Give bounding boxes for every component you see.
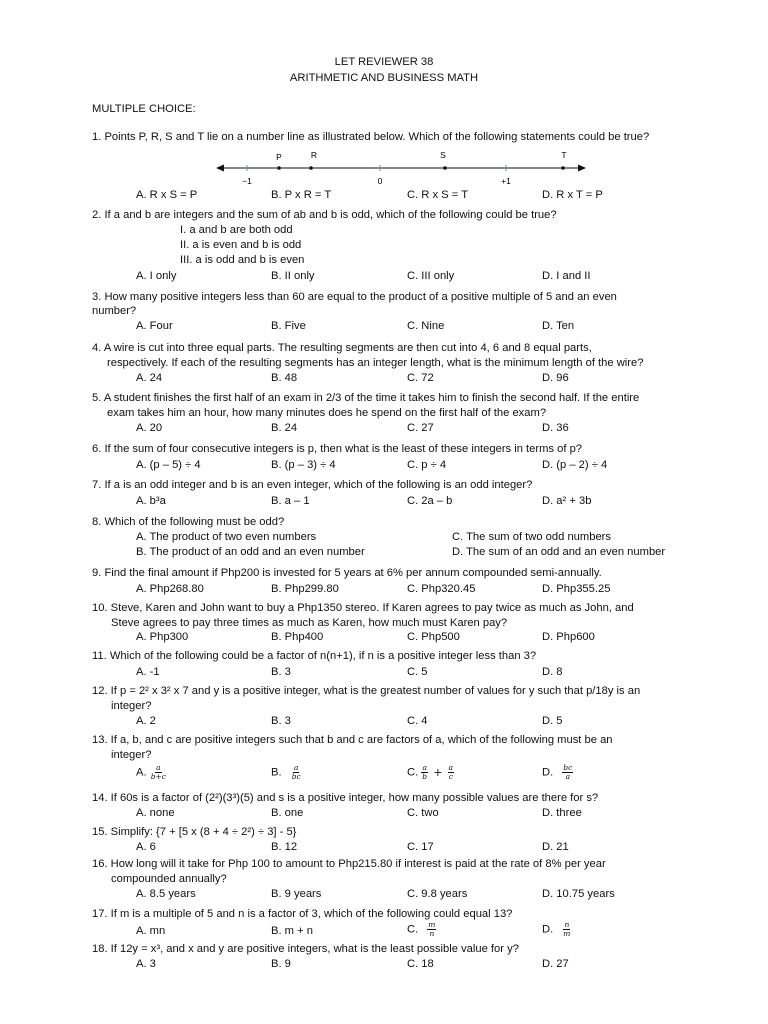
fraction-denominator: c [448, 772, 453, 781]
q12-option-a[interactable]: A. 2 [136, 715, 156, 727]
q8-option-c[interactable]: C. The sum of two odd numbers [452, 531, 611, 543]
q5-option-c[interactable]: C. 27 [407, 422, 434, 434]
fraction-numerator: bc [563, 763, 573, 772]
question-4-text-line1: 4. A wire is cut into three equal parts. The resulting segments are then cut into 4, 6 and 8 equal parts, [92, 342, 592, 354]
q16-option-d[interactable]: D. 10.75 years [542, 888, 615, 900]
q13-option-c-fraction-2 [448, 764, 454, 781]
q18-option-c[interactable]: C. 18 [407, 958, 434, 970]
q14-option-b[interactable]: B. one [271, 807, 304, 819]
q14-option-c[interactable]: C. two [407, 807, 439, 819]
question-13-text-line1: 13. If a, b, and c are positive integers such that b and c are factors of a, which of the following must be an [92, 734, 613, 746]
q3-option-d[interactable]: D. Ten [542, 320, 575, 332]
question-13-text-line2: integer? [111, 749, 152, 761]
q6-option-a[interactable]: A. (p – 5) ÷ 4 [136, 459, 201, 471]
q9-option-c[interactable]: C. Php320.45 [407, 583, 476, 595]
q13-option-c-label: C. [407, 766, 419, 779]
q18-option-d[interactable]: D. 27 [542, 958, 569, 970]
q3-option-b[interactable]: B. Five [271, 320, 306, 332]
q4-option-b[interactable]: B. 48 [271, 372, 298, 384]
question-11-text: 11. Which of the following could be a factor of n(n+1), if n is a positive integer less than 3? [92, 650, 537, 662]
question-14-text: 14. If 60s is a factor of (2²)(3³)(5) and s is a positive integer, how many possible values are there for s? [92, 792, 599, 804]
q2-option-d[interactable]: D. I and II [542, 270, 591, 282]
q11-option-d[interactable]: D. 8 [542, 666, 563, 678]
fraction-numerator: a [293, 763, 299, 772]
q10-option-c[interactable]: C. Php500 [407, 631, 460, 643]
q5-option-a[interactable]: A. 20 [136, 422, 163, 434]
fraction-denominator: b [422, 772, 428, 781]
q11-option-c[interactable]: C. 5 [407, 666, 428, 678]
q10-option-b[interactable]: B. Php400 [271, 631, 324, 643]
q17-option-b[interactable]: B. m + n [271, 925, 313, 937]
q9-option-b[interactable]: B. Php299.80 [271, 583, 339, 595]
q10-option-a[interactable]: A. Php300 [136, 631, 189, 643]
fraction-numerator: a [422, 763, 427, 772]
question-15-text: 15. Simplify: {7 + [5 x (8 + 4 ÷ 2²) ÷ 3] - 5} [92, 826, 297, 838]
point-p [277, 166, 281, 170]
q1-option-a[interactable]: A. R x S = P [136, 189, 198, 201]
q3-option-c[interactable]: C. Nine [407, 320, 445, 332]
question-18-text: 18. If 12y = x³, and x and y are positive integers, what is the least possible value for y? [92, 943, 519, 955]
q14-option-d[interactable]: D. three [542, 807, 582, 819]
q15-option-a[interactable]: A. 6 [136, 841, 156, 853]
fraction-numerator: a [448, 763, 454, 772]
q8-option-d[interactable]: D. The sum of an odd and an even number [452, 546, 666, 558]
question-16-text-line1: 16. How long will it take for Php 100 to amount to Php215.80 if interest is paid at the rate of 8% per year [92, 858, 606, 870]
q12-option-b[interactable]: B. 3 [271, 715, 291, 727]
q2-statement-2: II. a is even and b is odd [180, 239, 302, 251]
tick-label-pos1: +1 [501, 176, 511, 186]
q7-option-c[interactable]: C. 2a – b [407, 495, 453, 507]
q15-option-d[interactable]: D. 21 [542, 841, 569, 853]
q1-option-b[interactable]: B. P x R = T [271, 189, 332, 201]
question-6-text: 6. If the sum of four consecutive integers is p, then what is the least of these integers in terms of p? [92, 443, 583, 455]
fraction-denominator: a [565, 772, 571, 781]
q11-option-b[interactable]: B. 3 [271, 666, 291, 678]
q6-option-d[interactable]: D. (p – 2) ÷ 4 [542, 459, 608, 471]
label-p: P [276, 152, 282, 162]
question-3-text-line1: 3. How many positive integers less than 60 are equal to the product of a positive multiple of 5 and an even [92, 291, 617, 303]
question-5-text-line2: exam takes him an hour, how many minutes does he spend on the first half of the exam? [107, 407, 547, 419]
q13-option-a-label: A. [136, 766, 147, 779]
q13-option-d-fraction [562, 764, 573, 781]
q2-statement-1: I. a and b are both odd [180, 224, 293, 236]
q17-option-d-label: D. [542, 923, 554, 936]
q17-option-d-fraction [562, 921, 571, 938]
question-16-text-line2: compounded annually? [111, 873, 227, 885]
q5-option-b[interactable]: B. 24 [271, 422, 298, 434]
q16-option-a[interactable]: A. 8.5 years [136, 888, 196, 900]
q14-option-a[interactable]: A. none [136, 807, 175, 819]
question-2-text: 2. If a and b are integers and the sum of ab and b is odd, which of the following could be true? [92, 209, 557, 221]
q7-option-a[interactable]: A. b³a [136, 495, 166, 507]
document-title: LET REVIEWER 38 [334, 56, 434, 68]
document-subtitle: ARITHMETIC AND BUSINESS MATH [289, 72, 479, 84]
q9-option-a[interactable]: A. Php268.80 [136, 583, 204, 595]
q16-option-b[interactable]: B. 9 years [271, 888, 322, 900]
q9-option-d[interactable]: D. Php355.25 [542, 583, 611, 595]
q13-option-b[interactable] [271, 764, 302, 781]
number-line-right-arrow [578, 165, 586, 172]
q8-option-b[interactable]: B. The product of an odd and an even number [136, 546, 365, 558]
number-line-left-arrow [216, 165, 224, 172]
q6-option-b[interactable]: B. (p – 3) ÷ 4 [271, 459, 336, 471]
q7-option-b[interactable]: B. a – 1 [271, 495, 310, 507]
question-9-text: 9. Find the final amount if Php200 is invested for 5 years at 6% per annum compounded semi-annually. [92, 567, 602, 579]
q4-option-d[interactable]: D. 96 [542, 372, 569, 384]
question-12-text-line1: 12. If p = 2² x 3² x 7 and y is a positive integer, what is the greatest number of values for y such that p/18y is an [92, 685, 641, 697]
q3-option-a[interactable]: A. Four [136, 320, 173, 332]
q17-option-c-fraction [427, 921, 436, 938]
q7-option-d[interactable]: D. a² + 3b [542, 495, 592, 507]
section-heading: MULTIPLE CHOICE: [92, 103, 196, 115]
question-17-text: 17. If m is a multiple of 5 and n is a factor of 3, which of the following could equal 13? [92, 908, 513, 920]
q4-option-a[interactable]: A. 24 [136, 372, 163, 384]
q1-option-d[interactable]: D. R x T = P [542, 189, 603, 201]
q2-option-a[interactable]: A. I only [136, 270, 177, 282]
q13-option-d[interactable] [542, 764, 573, 781]
q6-option-c[interactable]: C. p ÷ 4 [407, 459, 447, 471]
q5-option-d[interactable]: D. 36 [542, 422, 569, 434]
question-1-text: 1. Points P, R, S and T lie on a number line as illustrated below. Which of the following statements could be true? [92, 131, 650, 143]
q2-option-c[interactable]: C. III only [407, 270, 455, 282]
fraction-denominator: n [429, 929, 435, 938]
q16-option-c[interactable]: C. 9.8 years [407, 888, 468, 900]
fraction-numerator: n [564, 920, 570, 929]
question-4-text-line2: respectively. If each of the resulting segments has an integer length, what is the minimum length of the wire? [107, 357, 644, 369]
question-5-text-line1: 5. A student finishes the first half of an exam in 2/3 of the time it takes him to finish the second half. If the entire [92, 392, 640, 404]
q13-option-c-fraction-1 [421, 764, 428, 781]
q15-option-c[interactable]: C. 17 [407, 841, 434, 853]
point-s [443, 166, 447, 170]
q18-option-b[interactable]: B. 9 [271, 958, 291, 970]
question-8-text: 8. Which of the following must be odd? [92, 516, 285, 528]
fraction-numerator: a [156, 763, 161, 772]
q4-option-c[interactable]: C. 72 [407, 372, 434, 384]
q2-statement-3: III. a is odd and b is even [180, 254, 305, 266]
q13-option-b-fraction [291, 764, 302, 781]
q13-option-a-fraction [150, 764, 167, 781]
point-t [561, 166, 565, 170]
q15-option-b[interactable]: B. 12 [271, 841, 298, 853]
tick-label-neg1: −1 [242, 176, 252, 186]
q10-option-d[interactable]: D. Php600 [542, 631, 595, 643]
q13-option-d-label: D. [542, 766, 554, 779]
fraction-denominator: bc [291, 772, 301, 781]
q17-option-c-label: C. [407, 923, 419, 936]
question-7-text: 7. If a is an odd integer and b is an even integer, which of the following is an odd integer? [92, 479, 533, 491]
q17-option-c[interactable] [407, 921, 436, 938]
question-12-text-line2: integer? [111, 700, 152, 712]
q17-option-d[interactable] [542, 921, 571, 938]
label-s: S [440, 150, 446, 160]
q12-option-d[interactable]: D. 5 [542, 715, 563, 727]
tick-label-0: 0 [377, 176, 383, 186]
question-3-text-line2: number? [92, 305, 137, 317]
fraction-denominator: m [563, 929, 571, 938]
q2-option-b[interactable]: B. II only [271, 270, 315, 282]
question-10-text-line1: 10. Steve, Karen and John want to buy a Php1350 stereo. If Karen agrees to pay twice as much as John, and [92, 602, 634, 614]
q13-option-c[interactable] [407, 764, 454, 781]
q12-option-c[interactable]: C. 4 [407, 715, 428, 727]
plus-sign: + [433, 766, 443, 779]
q1-option-c[interactable]: C. R x S = T [407, 189, 469, 201]
label-t: T [561, 150, 567, 160]
q8-option-a[interactable]: A. The product of two even numbers [136, 531, 317, 543]
fraction-denominator: b+c [150, 772, 166, 781]
q11-option-a[interactable]: A. -1 [136, 666, 160, 678]
label-r: R [310, 150, 318, 160]
fraction-numerator: m [428, 920, 436, 929]
q17-option-a[interactable]: A. mn [136, 925, 166, 937]
question-10-text-line2: Steve agrees to pay three times as much as Karen, how much must Karen pay? [111, 617, 508, 629]
point-r [309, 166, 313, 170]
q18-option-a[interactable]: A. 3 [136, 958, 156, 970]
q13-option-a[interactable] [136, 764, 167, 781]
number-line [214, 148, 594, 188]
q13-option-b-label: B. [271, 766, 282, 779]
